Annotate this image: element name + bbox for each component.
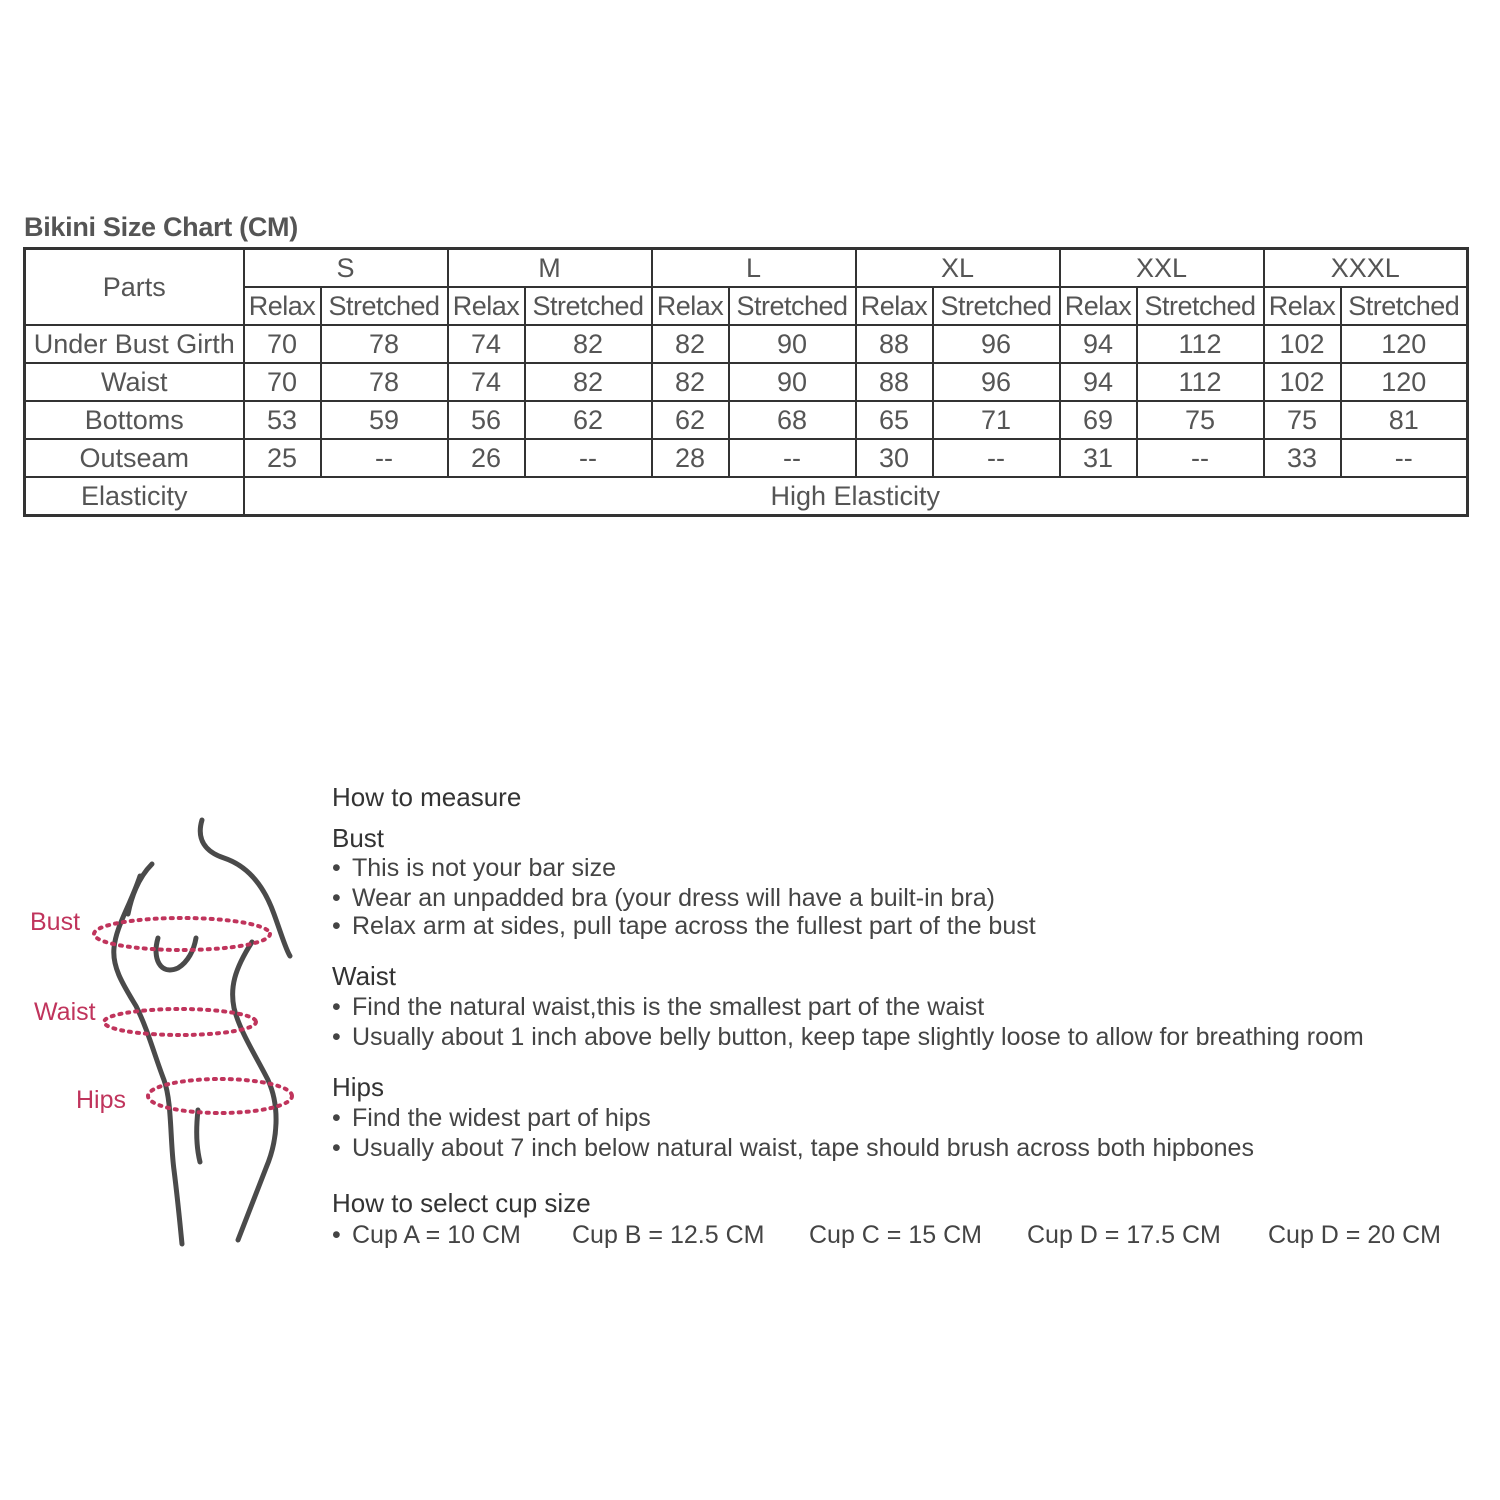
table-cell: 75 — [1264, 401, 1341, 439]
bullet: • — [332, 1023, 341, 1051]
list-item-text: Find the natural waist,this is the smallest part of the waist — [352, 993, 985, 1021]
bullet: • — [332, 993, 341, 1021]
list-item — [332, 1221, 521, 1250]
table-row — [25, 325, 1468, 363]
elasticity-row — [25, 477, 1468, 516]
table-cell: 90 — [729, 325, 856, 363]
bullet: • — [332, 884, 341, 912]
table-cell: 68 — [729, 401, 856, 439]
sub-header-stretched: Stretched — [321, 287, 448, 325]
list-item — [332, 1023, 1364, 1052]
table-cell: 59 — [321, 401, 448, 439]
section-heading-hips: Hips — [332, 1072, 385, 1102]
table-cell: 71 — [933, 401, 1060, 439]
sub-header-stretched: Stretched — [1341, 287, 1468, 325]
sub-header-relax: Relax — [856, 287, 933, 325]
table-cell: 96 — [933, 325, 1060, 363]
size-header-row — [25, 249, 1468, 288]
row-label: Elasticity — [25, 477, 244, 516]
table-cell: 75 — [1137, 401, 1264, 439]
list-item-text: Relax arm at sides, pull tape across the fullest part of the bust — [352, 912, 1036, 940]
table-row — [25, 439, 1468, 477]
bullet: • — [332, 1221, 341, 1249]
parts-header: Parts — [25, 249, 244, 326]
table-cell: 96 — [933, 363, 1060, 401]
table-cell: 53 — [244, 401, 321, 439]
table-cell: 82 — [652, 325, 729, 363]
table-cell: -- — [321, 439, 448, 477]
list-item-text: This is not your bar size — [352, 854, 616, 882]
sub-header-stretched: Stretched — [729, 287, 856, 325]
bullet: • — [332, 1104, 341, 1132]
table-cell: 88 — [856, 325, 933, 363]
list-item — [332, 912, 1036, 941]
table-cell: 88 — [856, 363, 933, 401]
table-row — [25, 401, 1468, 439]
size-header-s: S — [244, 249, 448, 288]
size-header-xxl: XXL — [1060, 249, 1264, 288]
list-item-text: Find the widest part of hips — [352, 1104, 651, 1132]
table-cell: 112 — [1137, 363, 1264, 401]
list-item — [332, 1104, 651, 1133]
table-cell: 31 — [1060, 439, 1137, 477]
table-cell: 94 — [1060, 325, 1137, 363]
sub-header-relax: Relax — [652, 287, 729, 325]
sub-header-relax: Relax — [244, 287, 321, 325]
cup-size-title: How to select cup size — [332, 1188, 591, 1218]
bust-label: Bust — [30, 908, 81, 936]
list-item-text: Usually about 7 inch below natural waist, tape should brush across both hipbones — [352, 1134, 1254, 1162]
list-item — [332, 884, 995, 913]
sub-header-relax: Relax — [448, 287, 525, 325]
table-cell: 70 — [244, 325, 321, 363]
size-header-l: L — [652, 249, 856, 288]
size-chart-title: Bikini Size Chart (CM) — [24, 212, 298, 242]
cup-size-c: Cup C = 15 CM — [809, 1221, 982, 1249]
list-item-text: Wear an unpadded bra (your dress will have a built-in bra) — [352, 884, 995, 912]
table-cell: 74 — [448, 325, 525, 363]
size-chart-table — [23, 247, 1469, 517]
table-cell: 90 — [729, 363, 856, 401]
table-cell: -- — [525, 439, 652, 477]
list-item — [332, 993, 984, 1022]
sub-header-relax: Relax — [1264, 287, 1341, 325]
how-to-measure-title: How to measure — [332, 782, 522, 812]
table-cell: 78 — [321, 325, 448, 363]
cup-size-a: Cup A = 10 CM — [352, 1221, 521, 1249]
row-label: Outseam — [25, 439, 244, 477]
table-cell: 74 — [448, 363, 525, 401]
sub-header-relax: Relax — [1060, 287, 1137, 325]
table-cell: 26 — [448, 439, 525, 477]
sub-header-stretched: Stretched — [933, 287, 1060, 325]
table-cell: 33 — [1264, 439, 1341, 477]
table-cell: 81 — [1341, 401, 1468, 439]
table-cell: 70 — [244, 363, 321, 401]
table-cell: 102 — [1264, 363, 1341, 401]
waist-label: Waist — [34, 998, 96, 1026]
row-label: Bottoms — [25, 401, 244, 439]
row-label: Under Bust Girth — [25, 325, 244, 363]
table-cell: 120 — [1341, 363, 1468, 401]
table-cell: 65 — [856, 401, 933, 439]
table-cell: 102 — [1264, 325, 1341, 363]
table-cell: -- — [1137, 439, 1264, 477]
cup-size-d-alt: Cup D = 20 CM — [1268, 1221, 1441, 1249]
sub-header-stretched: Stretched — [525, 287, 652, 325]
table-cell: 69 — [1060, 401, 1137, 439]
cup-size-b: Cup B = 12.5 CM — [572, 1221, 765, 1249]
bullet: • — [332, 854, 341, 882]
size-header-m: M — [448, 249, 652, 288]
bullet: • — [332, 912, 341, 940]
bullet: • — [332, 1134, 341, 1162]
section-heading-bust: Bust — [332, 823, 385, 853]
table-cell: 28 — [652, 439, 729, 477]
table-cell: 82 — [525, 363, 652, 401]
hips-label: Hips — [76, 1086, 127, 1114]
list-item-text: Usually about 1 inch above belly button, keep tape slightly loose to allow for breathing room — [352, 1023, 1364, 1051]
table-row — [25, 363, 1468, 401]
size-header-xxxl: XXXL — [1264, 249, 1468, 288]
section-heading-waist: Waist — [332, 961, 397, 991]
table-cell: 112 — [1137, 325, 1264, 363]
size-header-xl: XL — [856, 249, 1060, 288]
table-cell: 78 — [321, 363, 448, 401]
body-outline-illustration — [20, 810, 320, 1250]
table-cell: 82 — [652, 363, 729, 401]
elasticity-value: High Elasticity — [244, 477, 1468, 516]
table-cell: -- — [1341, 439, 1468, 477]
table-cell: 62 — [525, 401, 652, 439]
table-cell: -- — [933, 439, 1060, 477]
table-cell: 25 — [244, 439, 321, 477]
body-figure — [20, 810, 320, 1250]
row-label: Waist — [25, 363, 244, 401]
table-cell: 30 — [856, 439, 933, 477]
list-item — [332, 1134, 1254, 1163]
table-cell: 120 — [1341, 325, 1468, 363]
table-cell: 94 — [1060, 363, 1137, 401]
sub-header-stretched: Stretched — [1137, 287, 1264, 325]
cup-size-d: Cup D = 17.5 CM — [1027, 1221, 1221, 1249]
table-cell: 62 — [652, 401, 729, 439]
table-cell: -- — [729, 439, 856, 477]
table-cell: 56 — [448, 401, 525, 439]
list-item — [332, 854, 616, 883]
table-cell: 82 — [525, 325, 652, 363]
